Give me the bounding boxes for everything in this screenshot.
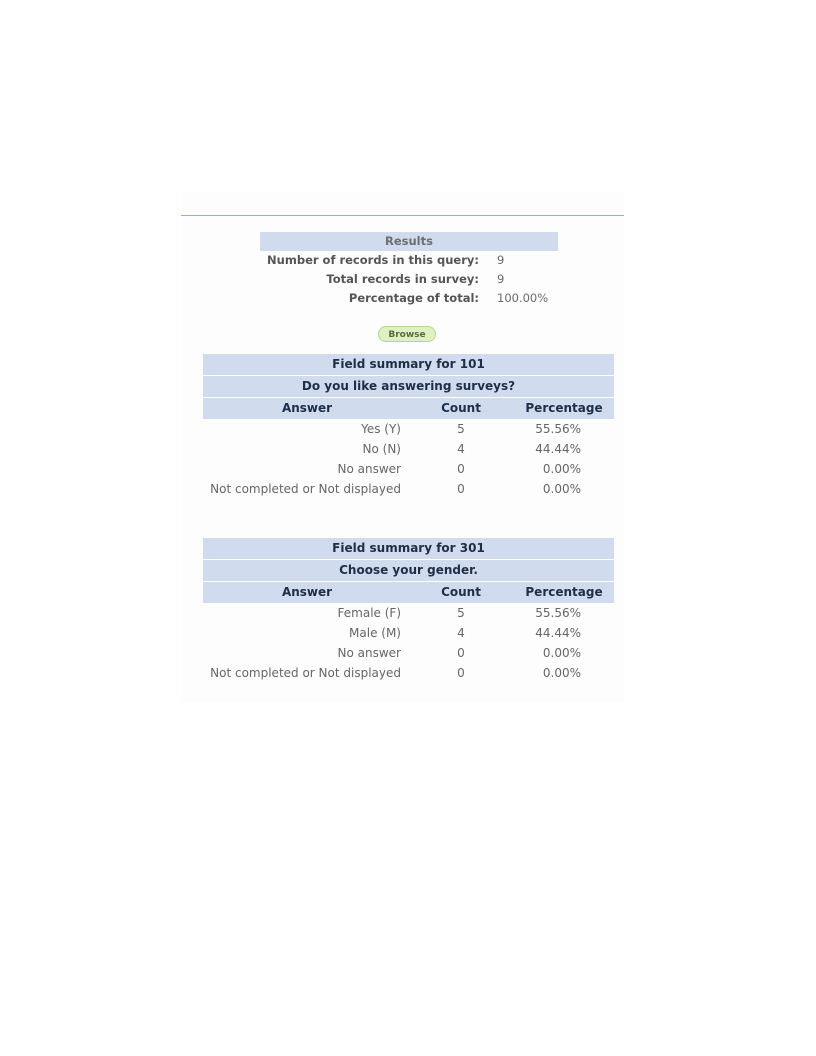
records-in-query-value: 9 bbox=[497, 253, 505, 267]
percentage-cell: 0.00% bbox=[542, 666, 581, 680]
field-summary-101 bbox=[203, 354, 614, 499]
table-row bbox=[203, 479, 614, 499]
browse-button[interactable]: Browse bbox=[378, 326, 436, 342]
table-row bbox=[203, 663, 614, 683]
answer-column-header: Answer bbox=[281, 585, 333, 599]
records-in-query-label: Number of records in this query: bbox=[267, 253, 479, 267]
percentage-column-header: Percentage bbox=[525, 401, 603, 415]
answer-cell: No answer bbox=[337, 646, 401, 660]
count-cell: 0 bbox=[457, 482, 465, 496]
percentage-cell: 55.56% bbox=[535, 422, 581, 436]
total-records-value: 9 bbox=[497, 272, 505, 286]
table-row bbox=[203, 459, 614, 479]
count-cell: 5 bbox=[457, 422, 465, 436]
summary-question: Do you like answering surveys? bbox=[203, 376, 614, 398]
percentage-cell: 0.00% bbox=[542, 646, 581, 660]
summary-title: Field summary for 301 bbox=[203, 538, 614, 560]
total-records-label: Total records in survey: bbox=[326, 272, 479, 286]
percentage-cell: 0.00% bbox=[542, 482, 581, 496]
records-in-query-row bbox=[260, 251, 558, 270]
answer-cell: Male (M) bbox=[349, 626, 401, 640]
percentage-cell: 44.44% bbox=[535, 442, 581, 456]
answer-cell: Not completed or Not displayed bbox=[210, 482, 401, 496]
answer-cell: No answer bbox=[337, 462, 401, 476]
count-column-header: Count bbox=[441, 585, 481, 599]
count-column-header: Count bbox=[441, 401, 481, 415]
count-cell: 5 bbox=[457, 606, 465, 620]
percentage-cell: 44.44% bbox=[535, 626, 581, 640]
count-cell: 0 bbox=[457, 462, 465, 476]
table-row bbox=[203, 439, 614, 459]
answer-column-header: Answer bbox=[281, 401, 333, 415]
summary-column-headers bbox=[203, 398, 614, 419]
table-row bbox=[203, 603, 614, 623]
table-row bbox=[203, 419, 614, 439]
percentage-of-total-label: Percentage of total: bbox=[348, 291, 479, 305]
count-cell: 4 bbox=[457, 626, 465, 640]
summary-title: Field summary for 101 bbox=[203, 354, 614, 376]
table-row bbox=[203, 623, 614, 643]
percentage-cell: 0.00% bbox=[542, 462, 581, 476]
total-records-row bbox=[260, 270, 558, 289]
count-cell: 4 bbox=[457, 442, 465, 456]
answer-cell: Female (F) bbox=[337, 606, 401, 620]
statistics-panel bbox=[181, 192, 624, 702]
field-summary-301 bbox=[203, 538, 614, 683]
percentage-column-header: Percentage bbox=[525, 585, 603, 599]
percentage-of-total-row bbox=[260, 289, 558, 308]
count-cell: 0 bbox=[457, 666, 465, 680]
table-row bbox=[203, 643, 614, 663]
header-divider bbox=[181, 215, 624, 216]
percentage-of-total-value: 100.00% bbox=[497, 291, 549, 305]
results-header: Results bbox=[260, 232, 558, 251]
results-table bbox=[260, 232, 558, 308]
summary-column-headers bbox=[203, 582, 614, 603]
percentage-cell: 55.56% bbox=[535, 606, 581, 620]
count-cell: 0 bbox=[457, 646, 465, 660]
answer-cell: Not completed or Not displayed bbox=[210, 666, 401, 680]
summary-question: Choose your gender. bbox=[203, 560, 614, 582]
answer-cell: Yes (Y) bbox=[361, 422, 401, 436]
answer-cell: No (N) bbox=[362, 442, 401, 456]
